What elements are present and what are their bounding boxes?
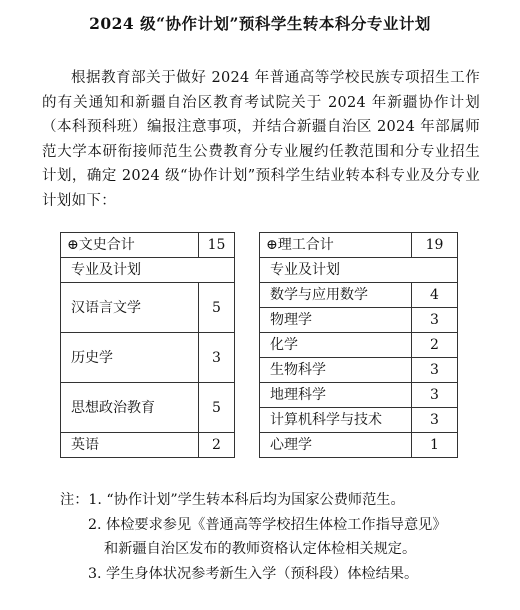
left-row-value: 3 [199, 333, 235, 383]
document-title: 2024 级“协作计划”预科学生转本科分专业计划 [89, 14, 431, 33]
right-total-label: ⊕理工合计 [260, 233, 412, 258]
right-row-name: 生物科学 [260, 358, 412, 383]
table-row [61, 433, 458, 458]
left-row-value: 5 [199, 383, 235, 433]
table-row [61, 383, 458, 408]
plan-table [60, 232, 458, 458]
right-row-name: 数学与应用数学 [260, 283, 412, 308]
left-subheader: 专业及计划 [61, 258, 235, 283]
left-row-value: 2 [199, 433, 235, 458]
left-row-name: 英语 [61, 433, 199, 458]
left-total-label: ⊕文史合计 [61, 233, 199, 258]
right-row-value: 3 [412, 383, 458, 408]
right-total-value: 19 [412, 233, 458, 258]
right-row-name: 心理学 [260, 433, 412, 458]
note-2-continued: 和新疆自治区发布的教师资格认定体检相关规定。 [104, 541, 417, 557]
right-row-value: 4 [412, 283, 458, 308]
right-row-value: 3 [412, 408, 458, 433]
right-row-value: 1 [412, 433, 458, 458]
note-1: 注：1. “协作计划”学生转本科后均为国家公费师范生。 [60, 492, 405, 508]
right-row-name: 化学 [260, 333, 412, 358]
right-row-name: 地理科学 [260, 383, 412, 408]
notes-section [60, 488, 500, 586]
table-row [61, 333, 458, 358]
left-row-name: 历史学 [61, 333, 199, 383]
left-row-name: 汉语言文学 [61, 283, 199, 333]
left-row-name: 思想政治教育 [61, 383, 199, 433]
note-3: 3. 学生身体状况参考新生入学（预科段）体检结果。 [88, 565, 419, 582]
intro-paragraph: 根据教育部关于做好 2024 年普通高等学校民族专项招生工作的有关通知和新疆自治区教育考试院关于 2024 年新疆协作计划（本科预科班）编报注意事项，并结合新疆自治区 2024 年部属师范大学本研衔接师范生公费教育分专业履约任教范围和分专业招生计划，确定 2024 级“协作计划”预科学生结业转本科专业及分专业计划如下： [42, 70, 480, 209]
table-row [61, 258, 458, 283]
note-2: 2. 体检要求参见《普通高等学校招生体检工作指导意见》 [88, 516, 447, 533]
right-subheader: 专业及计划 [260, 258, 458, 283]
right-row-value: 3 [412, 358, 458, 383]
table-row [61, 283, 458, 308]
table-row [61, 233, 458, 258]
right-row-value: 3 [412, 308, 458, 333]
right-row-name: 物理学 [260, 308, 412, 333]
left-row-value: 5 [199, 283, 235, 333]
right-row-value: 2 [412, 333, 458, 358]
right-row-name: 计算机科学与技术 [260, 408, 412, 433]
left-total-value: 15 [199, 233, 235, 258]
